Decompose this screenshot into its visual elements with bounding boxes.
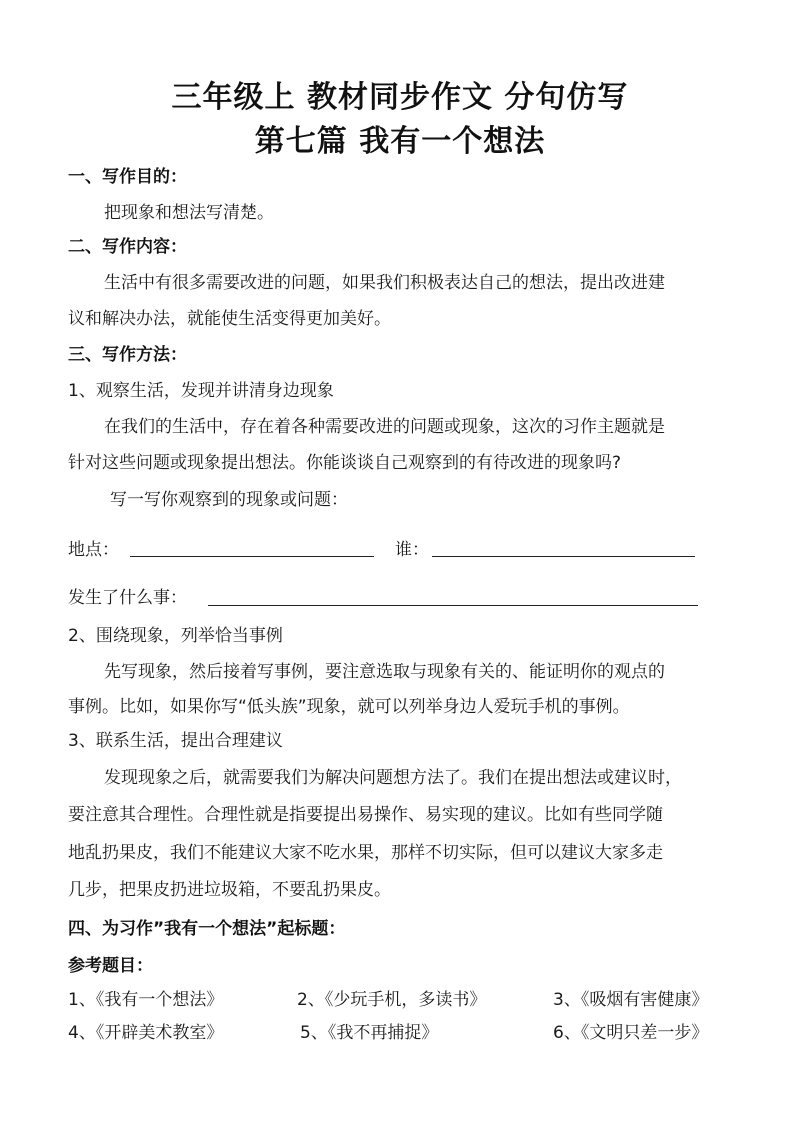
topic-4: 4、《开辟美术教室》 xyxy=(68,1023,224,1043)
section-2-line-2: 议和解决办法，就能使生活变得更加美好。 xyxy=(68,309,391,329)
title-line-1: 三年级上 教材同步作文 分句仿写 xyxy=(171,80,629,115)
section-1-heading: 一、写作目的： xyxy=(68,167,187,187)
method-2-line-2: 事例。比如，如果你写“低头族”现象，就可以列举身边人爱玩手机的事例。 xyxy=(68,697,630,717)
section-1-text: 把现象和想法写清楚。 xyxy=(104,203,274,223)
method-1-line-2: 针对这些问题或现象提出想法。你能谈谈自己观察到的有待改进的现象吗? xyxy=(68,453,622,473)
section-4-heading: 四、为习作”我有一个想法”起标题： xyxy=(68,919,346,939)
method-3-line-4: 几步，把果皮扔进垃圾箱，不要乱扔果皮。 xyxy=(68,880,391,900)
observation-prompt: 写一写你观察到的现象或问题： xyxy=(110,490,348,510)
topic-1: 1、《我有一个想法》 xyxy=(68,990,224,1010)
method-3-line-2: 要注意其合理性。合理性就是指要提出易操作、易实现的建议。比如有些同学随 xyxy=(68,805,663,825)
method-2-line-1: 先写现象，然后接着写事例，要注意选取与现象有关的、能证明你的观点的 xyxy=(104,662,665,682)
who-blank[interactable] xyxy=(432,556,695,557)
place-blank[interactable] xyxy=(130,556,374,557)
event-blank[interactable] xyxy=(208,605,698,606)
method-1-line-1: 在我们的生活中，存在着各种需要改进的问题或现象，这次的习作主题就是 xyxy=(104,417,665,437)
topic-2: 2、《少玩手机，多读书》 xyxy=(297,990,487,1010)
method-3-title: 3、联系生活，提出合理建议 xyxy=(68,731,283,751)
reference-topics-heading: 参考题目： xyxy=(68,956,153,976)
topic-6: 6、《文明只差一步》 xyxy=(553,1023,709,1043)
method-3-line-3: 地乱扔果皮，我们不能建议大家不吃水果，那样不切实际，但可以建议大家多走 xyxy=(68,843,663,863)
section-2-line-1: 生活中有很多需要改进的问题，如果我们积极表达自己的想法，提出改进建 xyxy=(104,273,665,293)
topic-3: 3、《吸烟有害健康》 xyxy=(553,990,709,1010)
who-label: 谁： xyxy=(395,540,429,560)
topic-5: 5、《我不再捕捉》 xyxy=(300,1023,439,1043)
section-2-heading: 二、写作内容： xyxy=(68,237,187,257)
title-line-2: 第七篇 我有一个想法 xyxy=(254,124,546,159)
method-1-title: 1、观察生活，发现并讲清身边现象 xyxy=(68,381,334,401)
place-label: 地点： xyxy=(68,540,119,560)
method-2-title: 2、围绕现象，列举恰当事例 xyxy=(68,626,283,646)
event-label: 发生了什么事： xyxy=(68,588,187,608)
section-3-heading: 三、写作方法： xyxy=(68,345,187,365)
method-3-line-1: 发现现象之后，就需要我们为解决问题想方法了。我们在提出想法或建议时， xyxy=(104,768,682,788)
